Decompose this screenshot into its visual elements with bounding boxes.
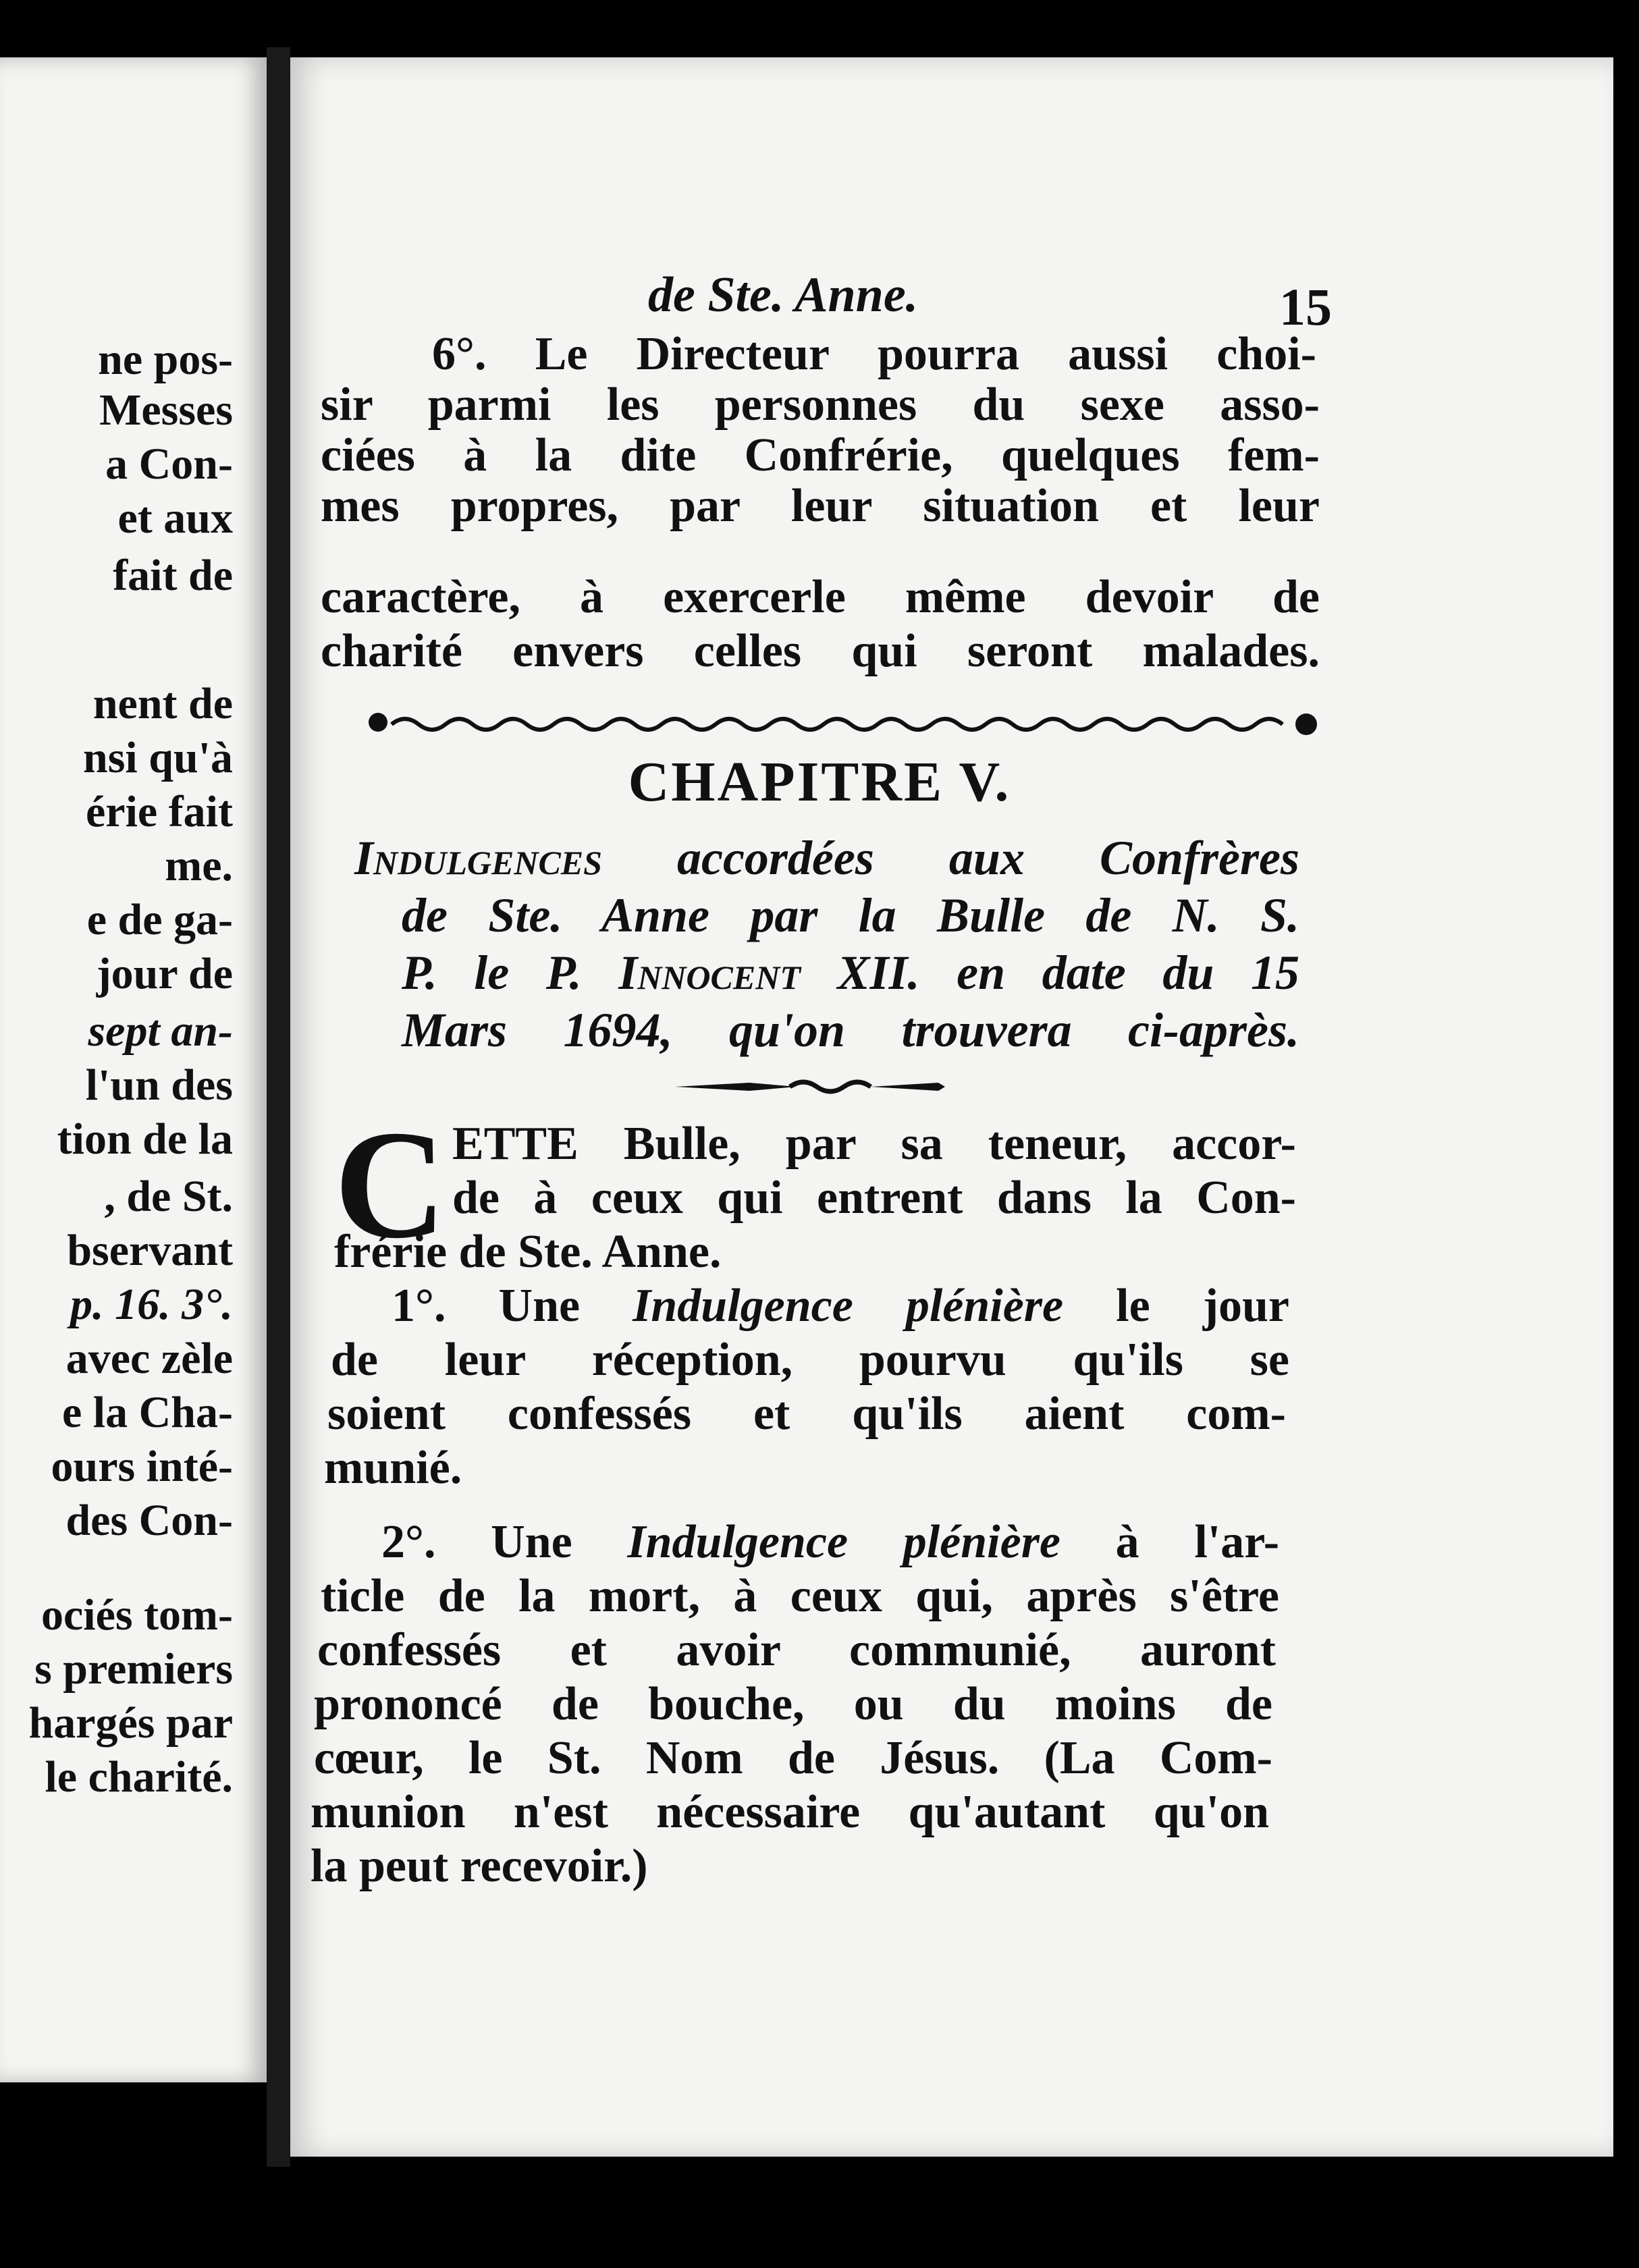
drop-cap: C: [334, 1098, 447, 1270]
text-line: munié.: [324, 1442, 462, 1494]
left-page-line: Messes: [99, 385, 233, 435]
subtitle-line: Mars 1694, qu'on trouvera ci-après.: [402, 1003, 1299, 1057]
left-page-line: bservant: [67, 1226, 233, 1275]
left-page-line: , de St.: [104, 1172, 233, 1221]
text-line: la peut recevoir.): [311, 1840, 648, 1892]
item-lead: 1°. Une: [392, 1280, 633, 1332]
text-line: [392, 1282, 1289, 1330]
left-page-line: avec zèle: [65, 1334, 233, 1383]
text-line: cœur, le St. Nom de Jésus. (La Com-: [314, 1732, 1272, 1784]
left-page-line: e de ga-: [86, 895, 233, 944]
left-page-line: des Con-: [65, 1496, 233, 1545]
left-page-line: s premiers: [34, 1644, 233, 1694]
left-page-line: p. 16. 3°.: [70, 1280, 233, 1329]
subtitle-line: [354, 831, 1299, 885]
text-line: de à ceux qui entrent dans la Con-: [452, 1172, 1296, 1224]
left-page-line: jour de: [96, 949, 233, 998]
left-page-line: tion de la: [57, 1114, 233, 1164]
text-line: 6°. Le Directeur pourra aussi choi-: [432, 328, 1316, 380]
left-page-line: hargés par: [28, 1698, 233, 1748]
left-page-line: le charité.: [45, 1752, 233, 1802]
left-page-line: e la Cha-: [62, 1388, 233, 1437]
item-tail: le jour: [1063, 1280, 1289, 1332]
text-line: ETTE Bulle, par sa teneur, accor-: [452, 1118, 1296, 1170]
left-page-line: ne pos-: [98, 335, 233, 384]
subtitle-smallcaps: Innocent: [618, 946, 801, 1000]
left-page-line: érie fait: [85, 787, 233, 836]
left-page-line: sept an-: [88, 1006, 233, 1056]
text-line: [381, 1516, 1280, 1568]
book-gutter: [267, 47, 290, 2167]
text-line: ciées à la dite Confrérie, quelques fem-: [321, 429, 1320, 481]
text-line: soient confessés et qu'ils aient com-: [327, 1388, 1286, 1440]
text-line: prononcé de bouche, ou du moins de: [314, 1678, 1272, 1730]
ornamental-rule: [365, 699, 1323, 746]
item-emphasis: Indulgence plénière: [627, 1516, 1061, 1568]
text-line: ticle de la mort, à ceux qui, après s'être: [321, 1570, 1279, 1622]
item-emphasis: Indulgence plénière: [633, 1280, 1064, 1332]
left-page-line: l'un des: [85, 1060, 233, 1110]
left-page-line: fait de: [113, 551, 233, 600]
left-page-line: ours inté-: [51, 1442, 233, 1491]
text-line: caractère, à exercerle même devoir de: [321, 571, 1320, 623]
text-line: munion n'est nécessaire qu'autant qu'on: [311, 1786, 1269, 1838]
text-line: frérie de Ste. Anne.: [334, 1226, 722, 1278]
subtitle-smallcaps: Indulgences: [354, 831, 602, 885]
text-line: charité envers celles qui seront malades.: [321, 625, 1320, 677]
subtitle-text: accordées aux Confrères: [601, 831, 1299, 885]
running-head: de Ste. Anne.: [648, 267, 919, 323]
subtitle-text: XII. en date du 15: [800, 946, 1299, 1000]
chapter-title: CHAPITRE V.: [628, 751, 1011, 813]
left-page-line: ociés tom-: [41, 1590, 233, 1640]
page-number: 15: [1279, 277, 1332, 336]
text-line: confessés et avoir communié, auront: [317, 1624, 1276, 1676]
text-line: mes propres, par leur situation et leur: [321, 480, 1320, 532]
left-page-line: a Con-: [105, 439, 233, 489]
subtitle-text: P. le P.: [402, 946, 619, 1000]
item-tail: à l'ar-: [1060, 1516, 1280, 1568]
subtitle-line: de Ste. Anne par la Bulle de N. S.: [402, 888, 1299, 942]
left-page-line: nent de: [92, 679, 233, 728]
text-line: sir parmi les personnes du sexe asso-: [321, 379, 1320, 431]
left-page-line: me.: [165, 841, 233, 890]
left-page-line: et aux: [117, 493, 233, 543]
subtitle-line: [402, 946, 1299, 1000]
small-ornament: [668, 1073, 952, 1100]
left-page-line: nsi qu'à: [83, 733, 233, 782]
text-line: de leur réception, pourvu qu'ils se: [331, 1334, 1289, 1386]
item-lead: 2°. Une: [381, 1516, 628, 1568]
